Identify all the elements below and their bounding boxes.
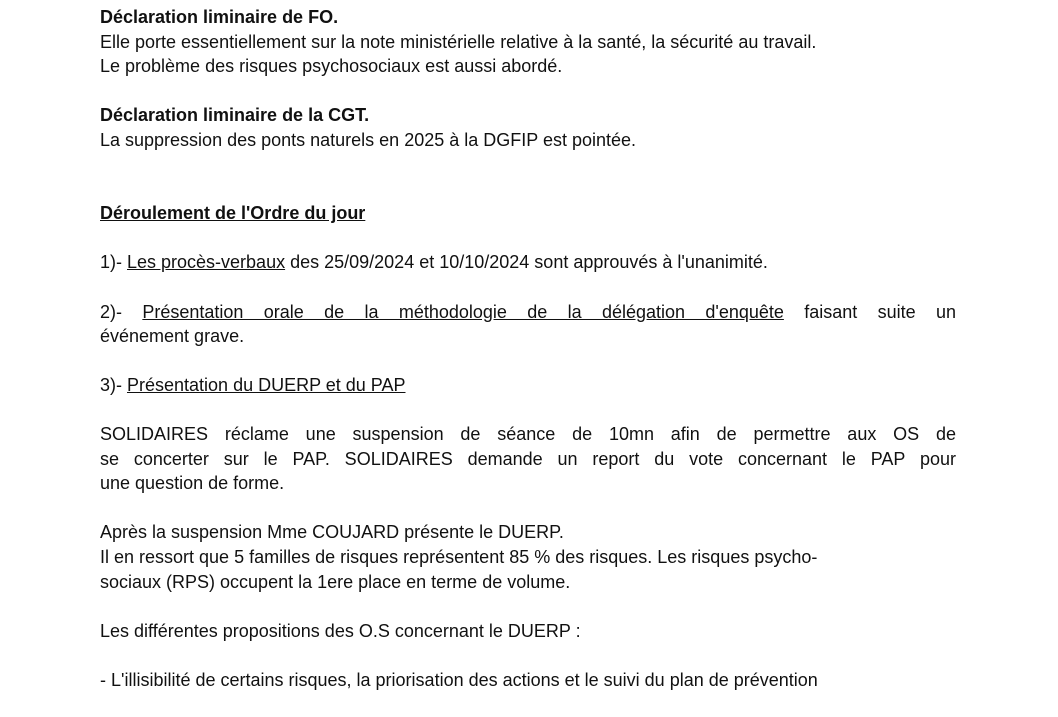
text-run: Le problème des risques psychosociaux est aussi abordé. bbox=[100, 56, 563, 77]
text-line bbox=[100, 545, 956, 570]
solidaires-suspension bbox=[100, 422, 956, 496]
text-line bbox=[100, 128, 956, 153]
text-line bbox=[100, 250, 956, 275]
text-run: des 25/09/2024 et 10/10/2024 sont approuvés à l'unanimité. bbox=[285, 252, 768, 273]
text-run: - L'illisibilité de certains risques, la priorisation des actions et le suivi du plan de prévention bbox=[100, 669, 818, 690]
item-3-duerp-pap bbox=[100, 373, 956, 398]
text-run: événement grave. bbox=[100, 326, 245, 347]
text-line bbox=[100, 103, 956, 128]
text-line bbox=[100, 324, 956, 349]
declaration-fo bbox=[100, 5, 956, 79]
document-body bbox=[100, 5, 956, 717]
text-line bbox=[100, 30, 956, 55]
text-run: 2)- bbox=[100, 301, 143, 322]
text-run: Elle porte essentiellement sur la note ministérielle relative à la santé, la sécurité au travail. bbox=[100, 31, 817, 52]
truncated-bottom-line bbox=[100, 668, 956, 693]
text-line bbox=[100, 422, 956, 447]
text-line bbox=[100, 520, 956, 545]
text-run: sociaux (RPS) occupent la 1ere place en terme de volume. bbox=[100, 571, 571, 592]
text-run: se concerter sur le PAP. SOLIDAIRES demande un report du vote concernant le PAP pour bbox=[100, 448, 956, 469]
declaration-cgt bbox=[100, 103, 956, 152]
item-1-proces-verbaux bbox=[100, 250, 956, 275]
text-run: une question de forme. bbox=[100, 473, 285, 494]
item-2-methodologie-enquete bbox=[100, 300, 956, 349]
text-run: faisant suite un bbox=[783, 301, 956, 322]
text-run: SOLIDAIRES réclame une suspension de séance de 10mn afin de permettre aux OS de bbox=[100, 424, 956, 445]
text-run: Présentation orale de la méthodologie de la délégation d'enquête bbox=[142, 301, 784, 322]
text-line bbox=[100, 570, 956, 595]
text-run: La suppression des ponts naturels en 2025 à la DGFIP est pointée. bbox=[100, 129, 637, 150]
text-run: 3)- bbox=[100, 375, 127, 396]
text-line bbox=[100, 619, 956, 644]
text-line bbox=[100, 668, 956, 693]
text-line bbox=[100, 54, 956, 79]
text-run: Après la suspension Mme COUJARD présente le DUERP. bbox=[100, 522, 564, 543]
text-run: 1)- bbox=[100, 252, 127, 273]
text-line bbox=[100, 471, 956, 496]
text-line bbox=[100, 5, 956, 30]
text-run: Présentation du DUERP et du PAP bbox=[127, 375, 406, 396]
text-run: Il en ressort que 5 familles de risques représentent 85 % des risques. Les risques psycho- bbox=[100, 547, 818, 568]
text-line bbox=[100, 447, 956, 472]
text-line bbox=[100, 201, 956, 226]
text-line bbox=[100, 373, 956, 398]
text-run: Déclaration liminaire de la CGT. bbox=[100, 105, 370, 126]
text-run: Déroulement de l'Ordre du jour bbox=[100, 203, 366, 224]
text-run: Les procès-verbaux bbox=[127, 252, 286, 273]
ordre-du-jour-heading bbox=[100, 201, 956, 226]
text-run: Les différentes propositions des O.S concernant le DUERP : bbox=[100, 620, 581, 641]
duerp-presentation bbox=[100, 520, 956, 594]
text-line bbox=[100, 300, 956, 325]
text-run: Déclaration liminaire de FO. bbox=[100, 7, 339, 27]
propositions-os-intro bbox=[100, 619, 956, 644]
